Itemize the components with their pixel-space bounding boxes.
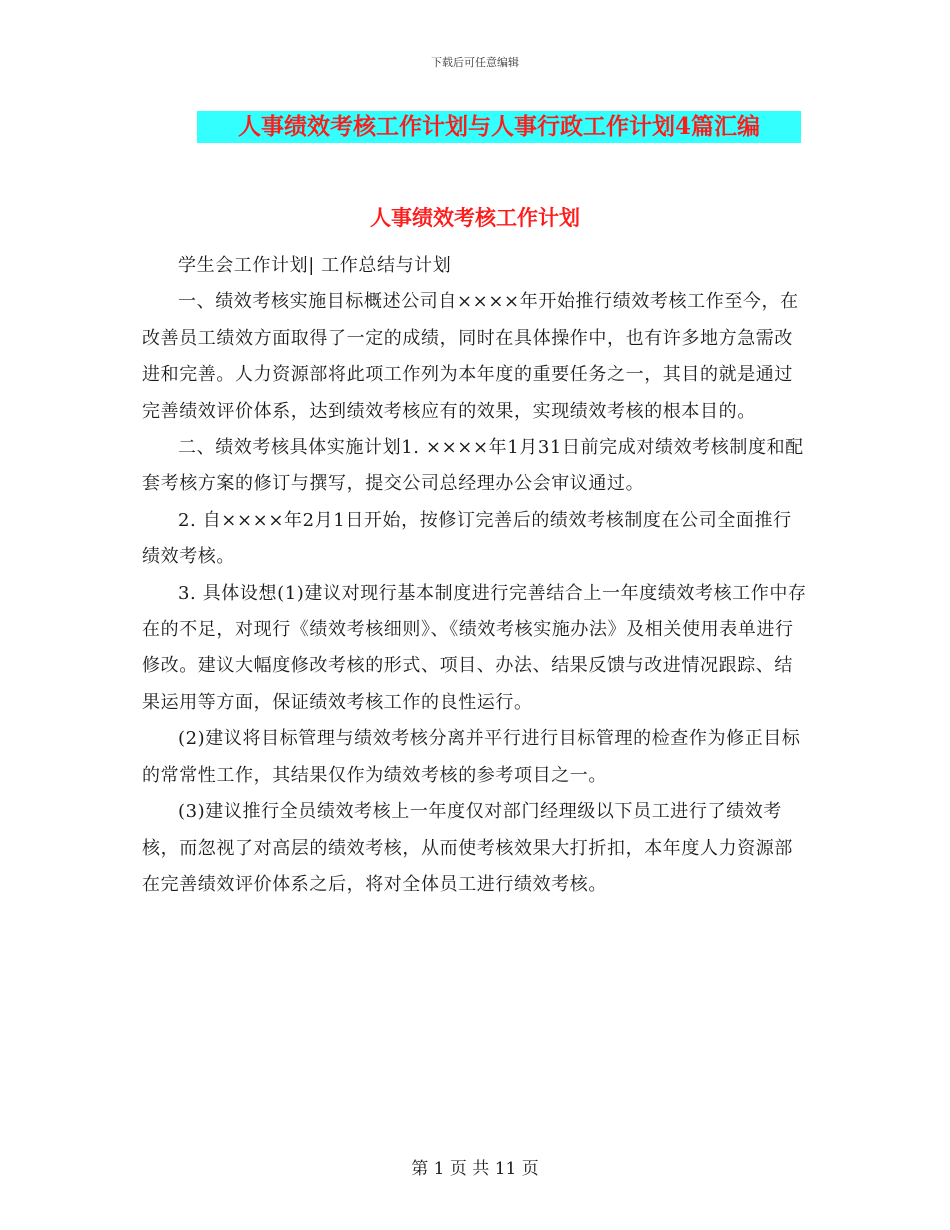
paragraph-4: 2. 自××××年2月1日开始，按修订完善后的绩效考核制度在公司全面推行绩效考核。 — [142, 509, 792, 568]
document-title: 人事绩效考核工作计划与人事行政工作计划4篇汇编 — [197, 111, 801, 143]
paragraph-7: (3)建议推行全员绩效考核上一年度仅对部门经理级以下员工进行了绩效考核，而忽视了对高层的绩效考核，从而使考核效果大打折扣，本年度人力资源部在完善绩效评价体系之后，将对全体员工进行绩效考核。 — [142, 801, 793, 895]
paragraph-1: 学生会工作计划| 工作总结与计划 — [178, 255, 452, 276]
document-body — [142, 248, 810, 903]
header-note: 下载后可任意编辑 — [431, 56, 519, 69]
paragraph-6: (2)建议将目标管理与绩效考核分离并平行进行目标管理的检查作为修正目标的常常性工作，其结果仅作为绩效考核的参考项目之一。 — [142, 728, 801, 786]
paragraph-5: 3. 具体设想(1)建议对现行基本制度进行完善结合上一年度绩效考核工作中存在的不足，对现行《绩效考核细则》、《绩效考核实施办法》及相关使用表单进行修改。建议大幅度修改考核的形式、项目、办法、结果反馈与改进情况跟踪、结果运用等方面，保证绩效考核工作的良性运行。 — [142, 582, 807, 713]
paragraph-3: 二、绩效考核具体实施计划1. ××××年1月31日前完成对绩效考核制度和配套考核方案的修订与撰写，提交公司总经理办公会审议通过。 — [142, 437, 804, 495]
paragraph-2: 一、绩效考核实施目标概述公司自××××年开始推行绩效考核工作至今，在改善员工绩效方面取得了一定的成绩，同时在具体操作中，也有许多地方急需改进和完善。人力资源部将此项工作列为本年度的重要任务之一，其目的就是通过完善绩效评价体系，达到绩效考核应有的效果，实现绩效考核的根本目的。 — [142, 291, 799, 422]
section-title: 人事绩效考核工作计划 — [370, 205, 580, 230]
page-footer: 第 1 页 共 11 页 — [411, 1159, 539, 1179]
